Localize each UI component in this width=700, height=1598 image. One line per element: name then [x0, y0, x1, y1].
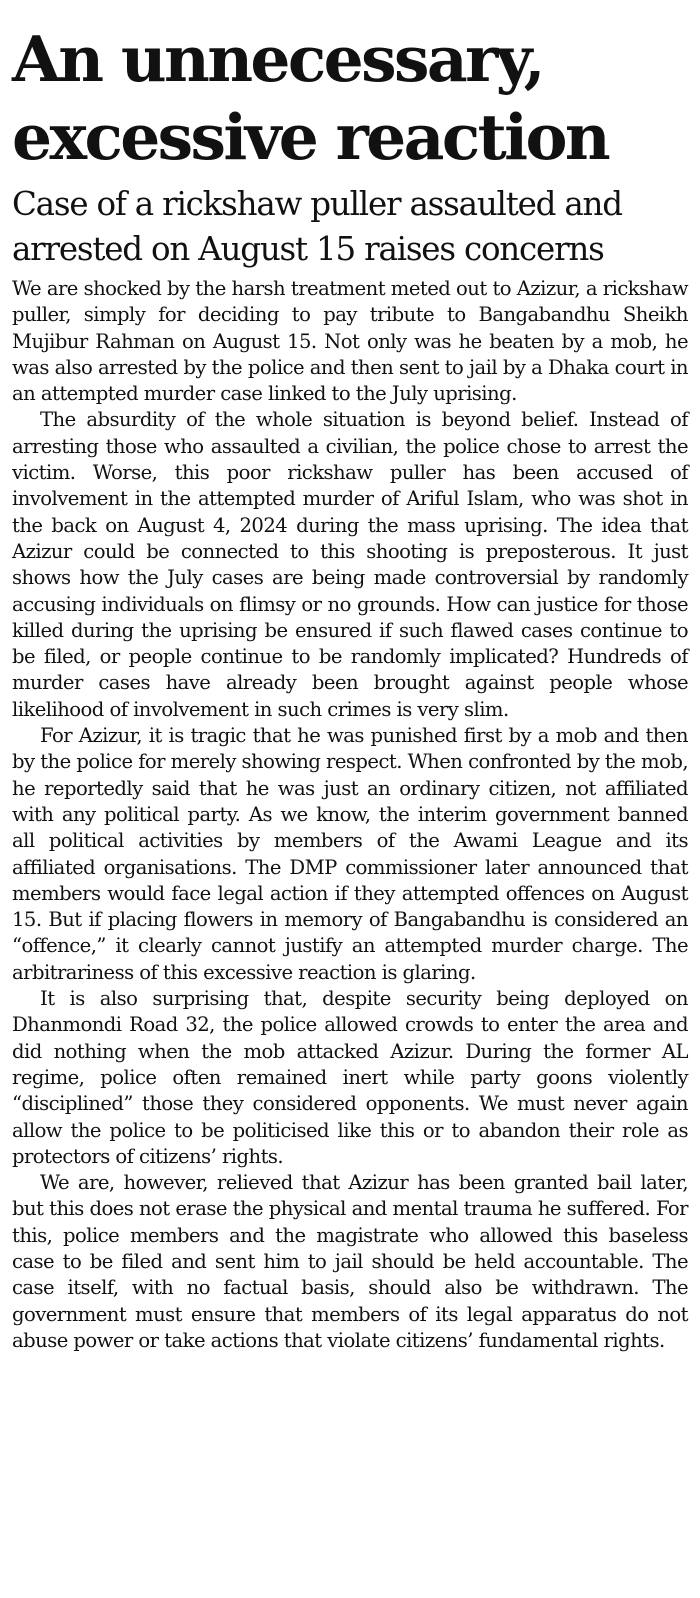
subheadline-line-2: arrested on August 15 raises concerns	[12, 230, 604, 268]
body-paragraph-5: We are, however, relieved that Azizur has been granted bail later, but this does not erase the physical and mental trauma he suffered. For this, police members and the magistrate who allowed this baseless case to be filed and sent him to jail should be held accountable. The case itself, with no factual basis, should also be withdrawn. The government must ensure that members of its legal apparatus do not abuse power or take actions that violate citizens’ fundamental rights.	[12, 1171, 688, 1352]
article-body	[12, 276, 688, 1354]
subheadline-line-1: Case of a rickshaw puller assaulted and	[12, 185, 622, 223]
body-paragraph-1: We are shocked by the harsh treatment meted out to Azizur, a rickshaw puller, simply for deciding to pay tribute to Bangabandhu Sheikh Mujibur Rahman on August 15. Not only was he beaten by a mob, he was also arrested by the police and then sent to jail by a Dhaka court in an attempted murder case linked to the July uprising.	[12, 277, 688, 406]
body-paragraph-3: For Azizur, it is tragic that he was punished first by a mob and then by the police for merely showing respect. When confronted by the mob, he reportedly said that he was just an ordinary citizen, not affiliated with any political party. As we know, the interim government banned all political activities by members of the Awami League and its affiliated organisations. The DMP commissioner later announced that members would face legal action if they attempted offences on August 15. But if placing flowers in memory of Bangabandhu is considered an “offence,” it clearly cannot justify an attempted murder charge. The arbitrariness of this excessive reaction is glaring.	[12, 724, 688, 984]
body-paragraph-4: It is also surprising that, despite security being deployed on Dhanmondi Road 32, the police allowed crowds to enter the area and did nothing when the mob attacked Azizur. During the former AL regime, police often remained inert while party goons violently “disciplined” those they considered opponents. We must never again allow the police to be politicised like this or to abandon their role as protectors of citizens’ rights.	[12, 987, 688, 1168]
headline-line-1: An unnecessary,	[12, 22, 544, 96]
subheadline	[12, 182, 688, 272]
headline-line-2: excessive reaction	[12, 100, 609, 174]
headline	[12, 20, 688, 176]
body-paragraph-2: The absurdity of the whole situation is beyond belief. Instead of arresting those who assaulted a civilian, the police chose to arrest the victim. Worse, this poor rickshaw puller has been accused of involvement in the attempted murder of Ariful Islam, who was shot in the back on August 4, 2024 during the mass uprising. The idea that Azizur could be connected to this shooting is preposterous. It just shows how the July cases are being made controversial by randomly accusing individuals on flimsy or no grounds. How can justice for those killed during the uprising be ensured if such flawed cases continue to be filed, or people continue to be randomly implicated? Hundreds of murder cases have already been brought against people whose likelihood of involvement in such crimes is very slim.	[12, 408, 688, 721]
